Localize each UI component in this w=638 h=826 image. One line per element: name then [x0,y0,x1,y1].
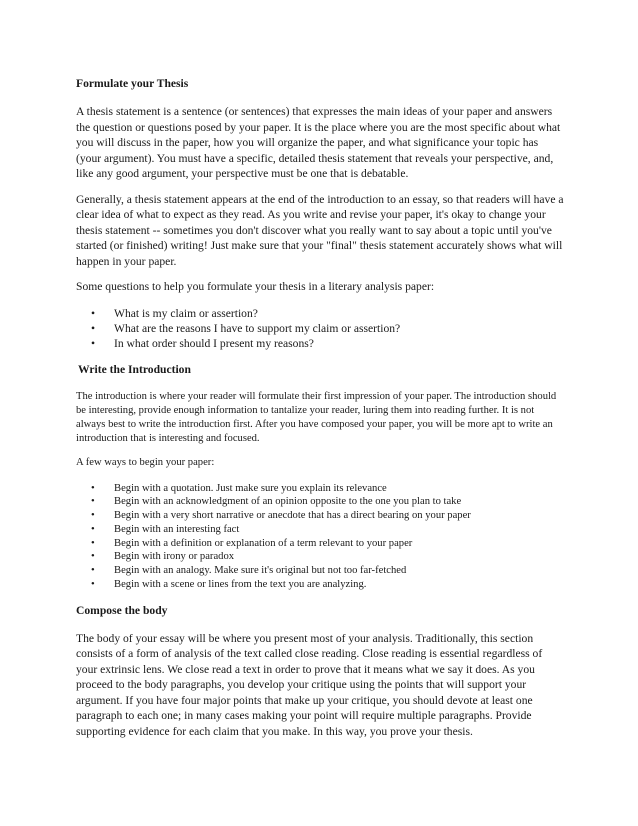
section-heading: Compose the body [76,603,168,617]
bullet-list [76,306,566,351]
list-item: • Begin with an acknowledgment of an opinion opposite to the one you plan to take [76,495,566,509]
bullet-list [76,482,566,592]
paragraph: The body of your essay will be where you present most of your analysis. Traditionally, this section consists of a form of analysis of the text called close reading. Close reading is essential regardless of your extrinsic lens. We close read a text in order to prove that it means what we say it does. As you proceed to the body paragraphs, you develop your critique using the points that will support your argument. If you have four major points that make up your critique, you should devote at least one paragraph to each one; in many cases making your point will require multiple paragraphs. Provide supporting evidence for each claim that you make. In this way, you prove your thesis. [76,631,543,738]
section-heading: Write the Introduction [78,362,191,376]
section-compose-body [76,604,566,740]
list-item: • Begin with irony or paradox [76,550,566,564]
list-item: • What is my claim or assertion? [76,306,566,321]
list-item: • Begin with an interesting fact [76,523,566,537]
list-item: • Begin with a scene or lines from the text you are analyzing. [76,578,566,592]
list-item: • Begin with an analogy. Make sure it's original but not too far-fetched [76,564,566,578]
paragraph: Some questions to help you formulate your thesis in a literary analysis paper: [76,280,435,293]
document-page [76,77,566,749]
section-formulate-thesis [76,77,566,351]
paragraph: A few ways to begin your paper: [76,456,215,468]
section-heading: Formulate your Thesis [76,77,189,90]
section-write-introduction [76,363,566,592]
list-item: • Begin with a quotation. Just make sure you explain its relevance [76,482,566,496]
list-item: • Begin with a definition or explanation of a term relevant to your paper [76,537,566,551]
list-item: • What are the reasons I have to support my claim or assertion? [76,321,566,336]
paragraph: The introduction is where your reader will formulate their first impression of your paper. The introduction should be interesting, provide enough information to tantalize your reader, luring them into reading further. It is not always best to write the introduction first. After you have composed your paper, you will be more apt to write an introduction that is interesting and focused. [76,390,557,444]
paragraph: A thesis statement is a sentence (or sentences) that expresses the main ideas of your paper and answers the question or questions posed by your paper. It is the place where you are the most specific about what you will discuss in the paper, how you will organize the paper, and what significance your topic has (your argument). You must have a specific, detailed thesis statement that reveals your perspective, and, like any good argument, your perspective must be one that is debatable. [76,105,561,180]
list-item: • In what order should I present my reasons? [76,336,566,351]
list-item: • Begin with a very short narrative or anecdote that has a direct bearing on your paper [76,509,566,523]
paragraph: Generally, a thesis statement appears at the end of the introduction to an essay, so that readers will have a clear idea of what to expect as they read. As you write and revise your paper, it's okay to change your thesis statement -- sometimes you don't discover what you really want to say about a topic until you've started (or finished) writing! Just make sure that your "final" thesis statement accurately shows what will happen in your paper. [76,192,564,268]
